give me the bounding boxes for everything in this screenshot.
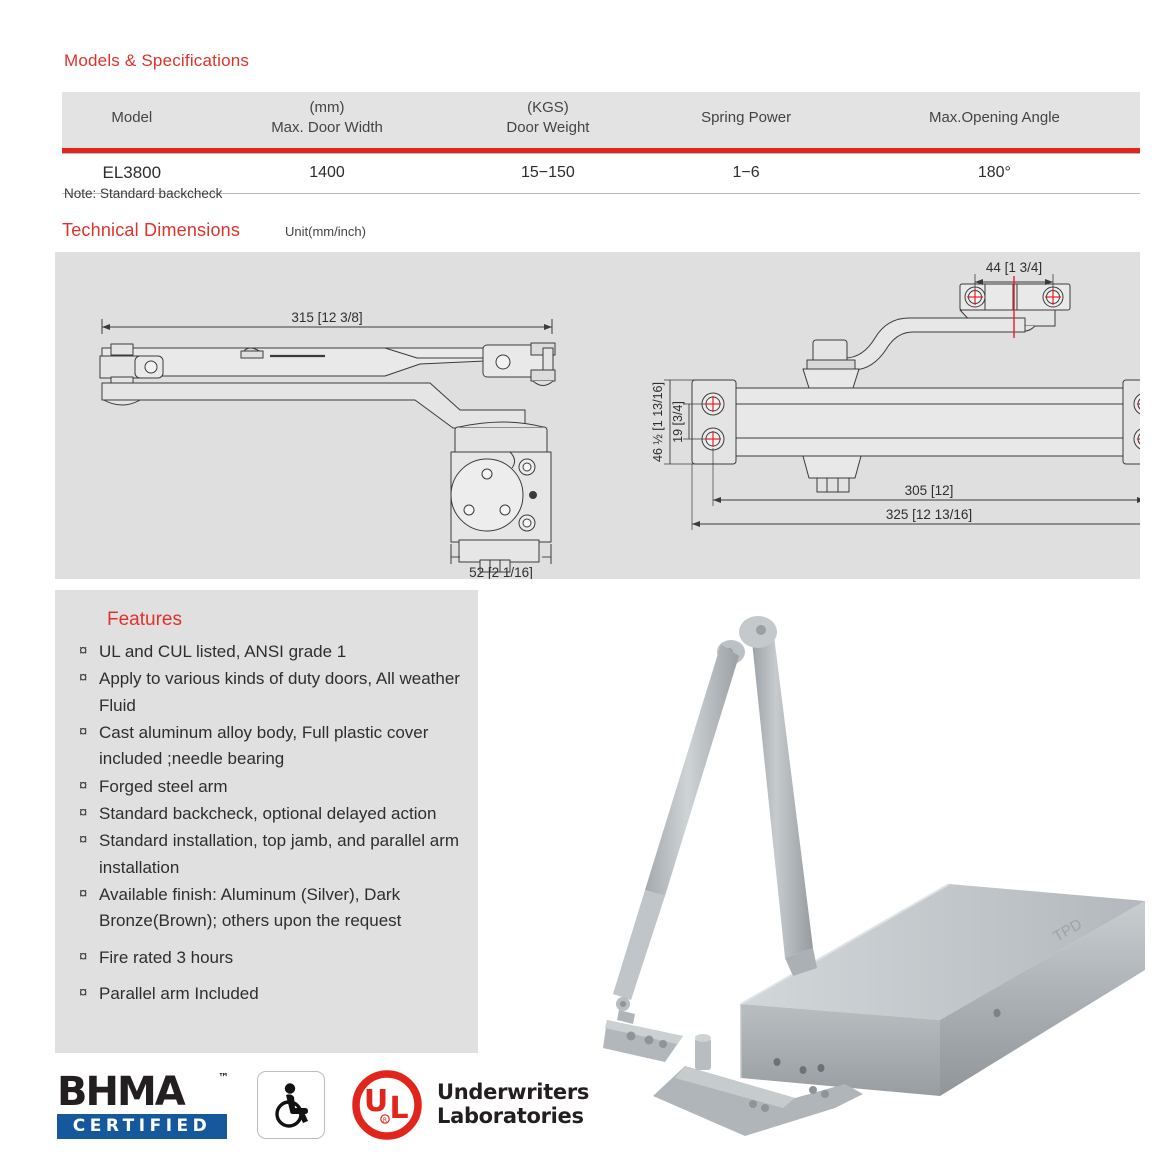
features-heading: Features <box>107 609 182 630</box>
feature-text: Available finish: Aluminum (Silver), Dark Bronze(Brown); others upon the request <box>99 885 402 931</box>
cell-door-weight: 15−150 <box>452 154 643 194</box>
column-label-door-weight: Door Weight <box>506 119 590 137</box>
feature-text: Cast aluminum alloy body, Full plastic cover included ;needle bearing <box>99 723 429 769</box>
feature-item <box>79 945 460 971</box>
ul-letter-u: U <box>363 1084 389 1119</box>
dimension-label-overall-arm-length: 315 [12 3/8] <box>291 310 363 325</box>
dimension-label-body-height: 46 ½ [1 13/16] <box>651 382 665 462</box>
dimension-label-hole-vertical-spacing: 19 [3/4] <box>671 401 685 443</box>
wheelchair-accessible-icon <box>269 1082 313 1128</box>
arm-foot-bracket <box>603 1020 683 1062</box>
features-list <box>79 639 460 1007</box>
door-closer-illustration <box>545 596 1145 1136</box>
dimensions-unit-label: Unit(mm/inch) <box>285 224 366 239</box>
registered-mark-icon: R <box>382 1117 388 1124</box>
bhma-wordmark <box>57 1068 229 1115</box>
feature-item <box>79 981 460 1007</box>
diamond-bullet-icon: ¤ <box>79 804 88 822</box>
feature-text: Forged steel arm <box>99 776 228 796</box>
brand-embossing: TPD <box>1050 915 1085 946</box>
feature-text: UL and CUL listed, ANSI grade 1 <box>99 642 347 661</box>
feature-item <box>79 828 460 881</box>
feature-item <box>79 774 460 800</box>
ul-listed-logo <box>351 1069 589 1141</box>
column-header-door-weight <box>452 92 643 148</box>
column-header-model <box>62 92 202 148</box>
technical-drawing-panel <box>55 252 1140 579</box>
bhma-certified-bar: CERTIFIED <box>57 1114 227 1139</box>
product-photo <box>545 596 1145 1136</box>
feature-text: Fire rated 3 hours <box>99 947 234 967</box>
technical-drawing-svg <box>55 252 1140 579</box>
trademark-icon: ™ <box>218 1070 229 1084</box>
main-arm <box>751 628 817 976</box>
models-specifications-heading: Models & Specifications <box>64 51 250 70</box>
column-unit-door-weight: (KGS) <box>527 99 569 116</box>
diamond-bullet-icon: ¤ <box>79 776 88 794</box>
specifications-table <box>62 92 1140 194</box>
cell-spring-power: 1−6 <box>643 154 848 194</box>
diamond-bullet-icon: ¤ <box>79 947 88 965</box>
diamond-bullet-icon: ¤ <box>79 885 88 903</box>
column-header-max-door-width <box>202 92 453 148</box>
feature-item <box>79 666 460 719</box>
ul-circle-icon <box>351 1069 423 1141</box>
dimension-label-overall-body-length: 325 [12 13/16] <box>885 507 973 522</box>
column-label-max-door-width: Max. Door Width <box>271 119 383 137</box>
forearm-rod <box>613 644 739 1024</box>
feature-item <box>79 720 460 773</box>
diamond-bullet-icon: ¤ <box>79 984 88 1002</box>
left-drawing-view <box>100 319 555 572</box>
ul-line-1: Underwriters <box>437 1080 590 1105</box>
feature-text: Parallel arm Included <box>99 984 259 1004</box>
feature-text: Standard backcheck, optional delayed action <box>99 804 437 824</box>
table-header-row <box>62 92 1140 148</box>
feature-item <box>79 639 460 665</box>
column-label-spring-power: Spring Power <box>701 109 792 127</box>
dimension-label-bracket-hole-spacing: 44 [1 3/4] <box>985 260 1043 275</box>
column-header-max-opening-angle <box>849 92 1140 148</box>
column-header-spring-power <box>643 92 848 148</box>
table-note: Note: Standard backcheck <box>64 186 223 201</box>
column-label-model: Model <box>111 109 153 127</box>
features-box <box>55 590 478 1053</box>
ul-line-2: Laboratories <box>437 1104 584 1128</box>
diamond-bullet-icon: ¤ <box>79 642 88 659</box>
bhma-certified-logo <box>57 1068 229 1139</box>
feature-item <box>79 801 460 827</box>
feature-item <box>79 882 460 935</box>
bhma-text: BHMA <box>57 1068 184 1115</box>
diamond-bullet-icon: ¤ <box>79 723 88 741</box>
right-drawing-view <box>664 274 1140 530</box>
ul-letter-l: L <box>389 1091 409 1126</box>
column-label-max-opening-angle: Max.Opening Angle <box>928 109 1060 127</box>
dimension-label-mounting-hole-span: 305 [12] <box>904 483 954 498</box>
table-row <box>62 154 1140 194</box>
diamond-bullet-icon: ¤ <box>79 831 88 849</box>
cell-max-door-width: 1400 <box>202 154 453 194</box>
accessibility-logo <box>257 1071 325 1139</box>
diamond-bullet-icon: ¤ <box>79 669 88 687</box>
cell-max-opening-angle: 180° <box>849 154 1140 194</box>
cell-model: EL3800 <box>62 154 202 194</box>
feature-text: Standard installation, top jamb, and parallel arm installation <box>99 831 460 877</box>
dimension-label-body-depth: 52 [2 1/16] <box>469 565 533 579</box>
certification-logos <box>57 1066 589 1144</box>
technical-dimensions-heading: Technical Dimensions <box>62 220 241 240</box>
column-unit-max-door-width: (mm) <box>309 99 345 116</box>
feature-text: Apply to various kinds of duty doors, All weather Fluid <box>99 669 460 715</box>
underwriters-laboratories-wordmark <box>437 1081 589 1128</box>
